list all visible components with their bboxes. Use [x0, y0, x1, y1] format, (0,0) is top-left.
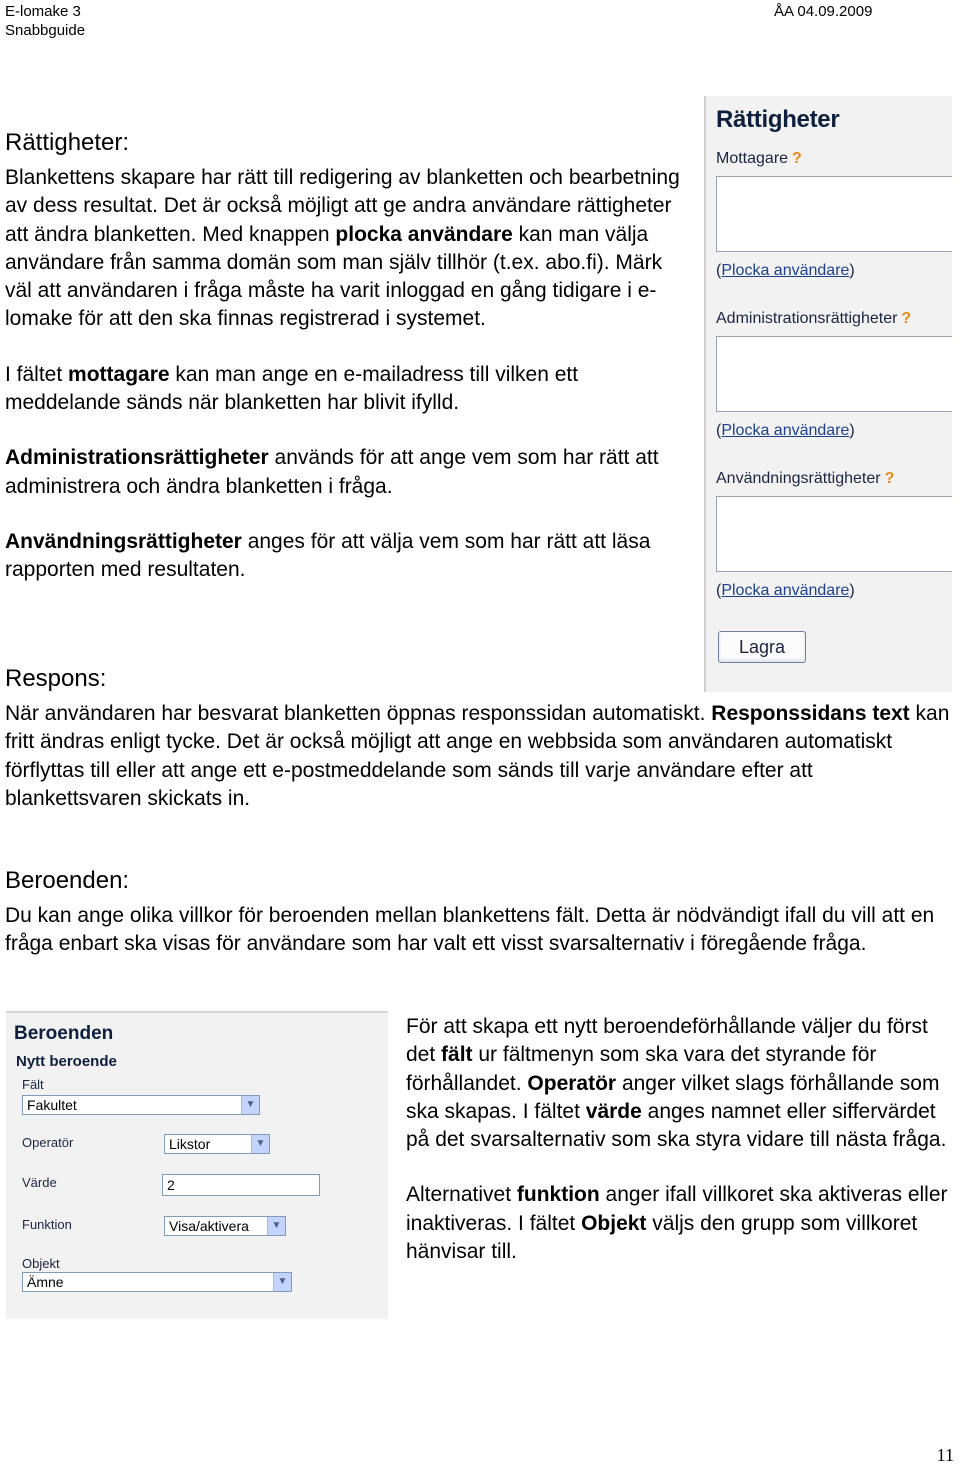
text: kan man ange en e-mailadress till vilken ett meddelande sänds när blanketten har blivit ifylld. [5, 362, 579, 415]
text: anger ifall villkoret ska aktiveras eller inaktiveras. I fältet [406, 1183, 948, 1235]
paren: ) [849, 582, 855, 599]
page-number: 11 [936, 1445, 954, 1465]
paragraph [5, 444, 685, 501]
plocka-anvandare-link-1[interactable] [716, 262, 855, 280]
text: kan fritt ändras enligt tycke. Det är också möjligt att ange en webbsida som användaren automatiskt förflyttas till eller att ange ett e-postmeddelande som sänds till varje användare efter att blankettsvaren skickats in. [5, 702, 950, 810]
paragraph [5, 164, 685, 334]
operator-label: Operatör [22, 1135, 74, 1150]
text: anges för att välja vem som har rätt att läsa rapporten med resultaten. [5, 529, 651, 582]
text: väljs den grupp som villkoret hänvisar till. [406, 1211, 918, 1264]
falt-label: Fält [22, 1077, 44, 1092]
doc-header-left [5, 2, 85, 40]
label-text: Användningsrättigheter [716, 470, 881, 487]
select-value: Likstor [169, 1136, 211, 1152]
admin-label [716, 310, 911, 328]
funktion-label: Funktion [22, 1217, 72, 1232]
link-text[interactable]: Plocka användare [721, 262, 850, 279]
chevron-down-icon[interactable]: ▼ [251, 1135, 269, 1153]
paragraph [406, 1181, 958, 1266]
objekt-select[interactable] [22, 1272, 292, 1292]
paragraph [5, 700, 955, 813]
anvandning-textarea[interactable] [716, 496, 952, 572]
section-heading: Respons: [5, 665, 107, 692]
help-icon[interactable]: ? [792, 150, 802, 167]
varde-label: Värde [22, 1175, 57, 1190]
select-value: Fakultet [27, 1097, 77, 1113]
funktion-select[interactable] [164, 1216, 286, 1236]
plocka-anvandare-link-3[interactable] [716, 582, 855, 600]
paren: ( [716, 262, 722, 279]
bold-text: Administrationsrättigheter [5, 446, 269, 470]
paragraph [5, 528, 685, 585]
select-value: Ämne [27, 1274, 64, 1290]
falt-select[interactable] [22, 1095, 260, 1115]
text: I fältet [5, 362, 69, 386]
help-icon[interactable]: ? [884, 470, 895, 487]
section-heading: Rättigheter: [5, 129, 130, 156]
paragraph [5, 361, 685, 418]
bold-text: Objekt [581, 1211, 647, 1235]
paragraph [406, 1013, 958, 1154]
panel-title: Beroenden [14, 1023, 114, 1044]
bold-text: Operatör [527, 1071, 617, 1095]
doc-subtitle: Snabbguide [5, 22, 86, 39]
text: För att skapa ett nytt beroendeförhållande väljer du först det [406, 1015, 928, 1067]
operator-select[interactable] [164, 1134, 270, 1154]
section-heading: Beroenden: [5, 867, 130, 894]
section-rattigheter [5, 128, 685, 585]
bold-text: Responssidans text [711, 702, 910, 725]
paren: ( [716, 582, 722, 599]
bold-text: Användningsrättigheter [5, 529, 242, 553]
chevron-down-icon[interactable]: ▼ [267, 1217, 285, 1235]
doc-title: E-lomake 3 [5, 3, 81, 20]
admin-textarea[interactable] [716, 336, 952, 412]
text: kan man välja användare från samma domän som man själv tillhör (t.ex. abo.fi). Märk väl att användaren i fråga måste ha varit inloggad en gång tidigare i e-lomake för att den ska finnas registrerad i systemet. [5, 222, 663, 331]
text: anges namnet eller siffervärdet på det svarsalternativ som ska styra vidare till nästa fråga. [406, 1099, 947, 1152]
mottagare-label [716, 150, 802, 168]
bold-text: värde [585, 1099, 642, 1123]
bold-text: funktion [516, 1183, 600, 1207]
paragraph: Du kan ange olika villkor för beroenden mellan blankettens fält. Detta är nödvändigt ifall du vill att en fråga enbart ska visas för användare som har valt ett visst svarsalternativ i föregående fråga. [5, 904, 935, 956]
paren: ( [716, 422, 722, 439]
beroenden-form-panel [6, 1011, 388, 1319]
text: Blankettens skapare har rätt till redigering av blanketten och bearbetning av dess resultat. Det är också möjligt att ge andra användare rättigheter att ändra blanketten. Med knappen [5, 166, 680, 246]
panel-title: Rättigheter [716, 106, 840, 133]
objekt-label: Objekt [22, 1256, 60, 1271]
plocka-anvandare-link-2[interactable] [716, 422, 855, 440]
label-text: Mottagare [716, 150, 789, 167]
beroenden-explanation [406, 1013, 958, 1266]
text: används för att ange vem som har rätt att administrera och ändra blanketten i fråga. [5, 446, 659, 498]
section-respons [5, 664, 955, 813]
text: ur fältmenyn som ska vara det styrande för förhållandet. [406, 1043, 877, 1095]
link-text[interactable]: Plocka användare [721, 422, 850, 439]
lagra-button[interactable]: Lagra [718, 631, 806, 663]
select-value: Visa/aktivera [169, 1218, 249, 1234]
paren: ) [849, 262, 855, 279]
doc-date: ÅA 04.09.2009 [774, 3, 873, 20]
text: När användaren har besvarat blanketten öppnas responssidan automatiskt. [5, 702, 712, 725]
panel-subtitle: Nytt beroende [16, 1053, 117, 1070]
help-icon[interactable]: ? [901, 310, 912, 327]
mottagare-textarea[interactable] [716, 176, 952, 252]
text: Alternativet [406, 1183, 517, 1207]
varde-input[interactable]: 2 [162, 1174, 320, 1196]
bold-text: mottagare [68, 362, 170, 386]
label-text: Administrationsrättigheter [716, 310, 898, 327]
bold-text: fält [441, 1043, 473, 1067]
paren: ) [849, 422, 855, 439]
link-text[interactable]: Plocka användare [721, 582, 850, 599]
text: anger vilket slags förhållande som ska skapas. I fältet [406, 1071, 940, 1123]
anvandning-label [716, 470, 894, 488]
chevron-down-icon[interactable]: ▼ [241, 1096, 259, 1114]
section-beroenden [5, 866, 955, 959]
chevron-down-icon[interactable]: ▼ [273, 1273, 291, 1291]
bold-text: plocka användare [335, 222, 513, 246]
rattigheter-form-panel [704, 96, 952, 692]
